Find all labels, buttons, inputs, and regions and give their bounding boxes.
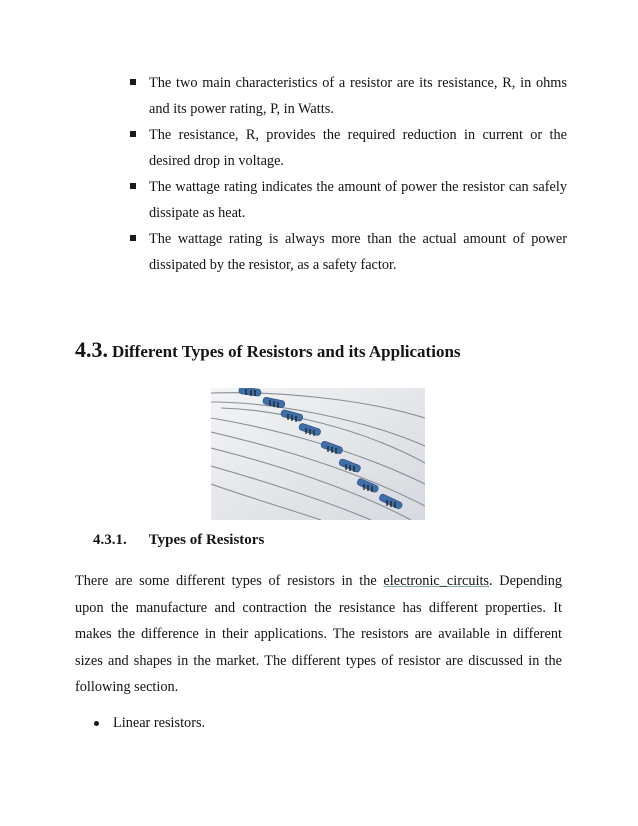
section-heading [75,337,461,364]
section-number: 4.3. [75,337,108,362]
resistors-photo [211,388,425,520]
characteristics-list [127,70,567,278]
list-item [127,70,567,122]
electronic-circuits-link[interactable]: electronic_circuits [383,573,489,589]
bullet-text: The wattage rating is always more than the actual amount of power dissipated by the resistor, as a safety factor. [149,231,567,273]
square-bullet-icon [130,131,136,137]
bullet-text: The resistance, R, provides the required reduction in current or the desired drop in voltage. [149,127,567,169]
dot-bullet-icon [94,721,99,726]
list-item [127,122,567,174]
square-bullet-icon [130,79,136,85]
body-paragraph [75,568,562,701]
list-item [94,710,205,736]
paragraph-text-end: . Depending upon the manufacture and contraction the resistance has different properties. It makes the difference in their applications. The resistors are available in different sizes and shapes in the market. The different types of resistor are discussed in the following section. [75,573,562,695]
square-bullet-icon [130,235,136,241]
paragraph-text-start: There are some different types of resistors in the [75,573,384,589]
bullet-text: The wattage rating indicates the amount of power the resistor can safely dissipate as heat. [149,179,567,221]
subsection-number: 4.3.1. [93,532,127,548]
subsection-title: Types of Resistors [148,532,265,548]
list-item [127,226,567,278]
bullet-text: The two main characteristics of a resistor are its resistance, R, in ohms and its power rating, P, in Watts. [149,75,567,117]
subsection-heading [93,532,264,549]
resistor-types-list [94,710,205,736]
square-bullet-icon [130,183,136,189]
list-item [127,174,567,226]
list-item-text: Linear resistors. [113,715,206,731]
section-title: Different Types of Resistors and its Applications [112,342,461,361]
